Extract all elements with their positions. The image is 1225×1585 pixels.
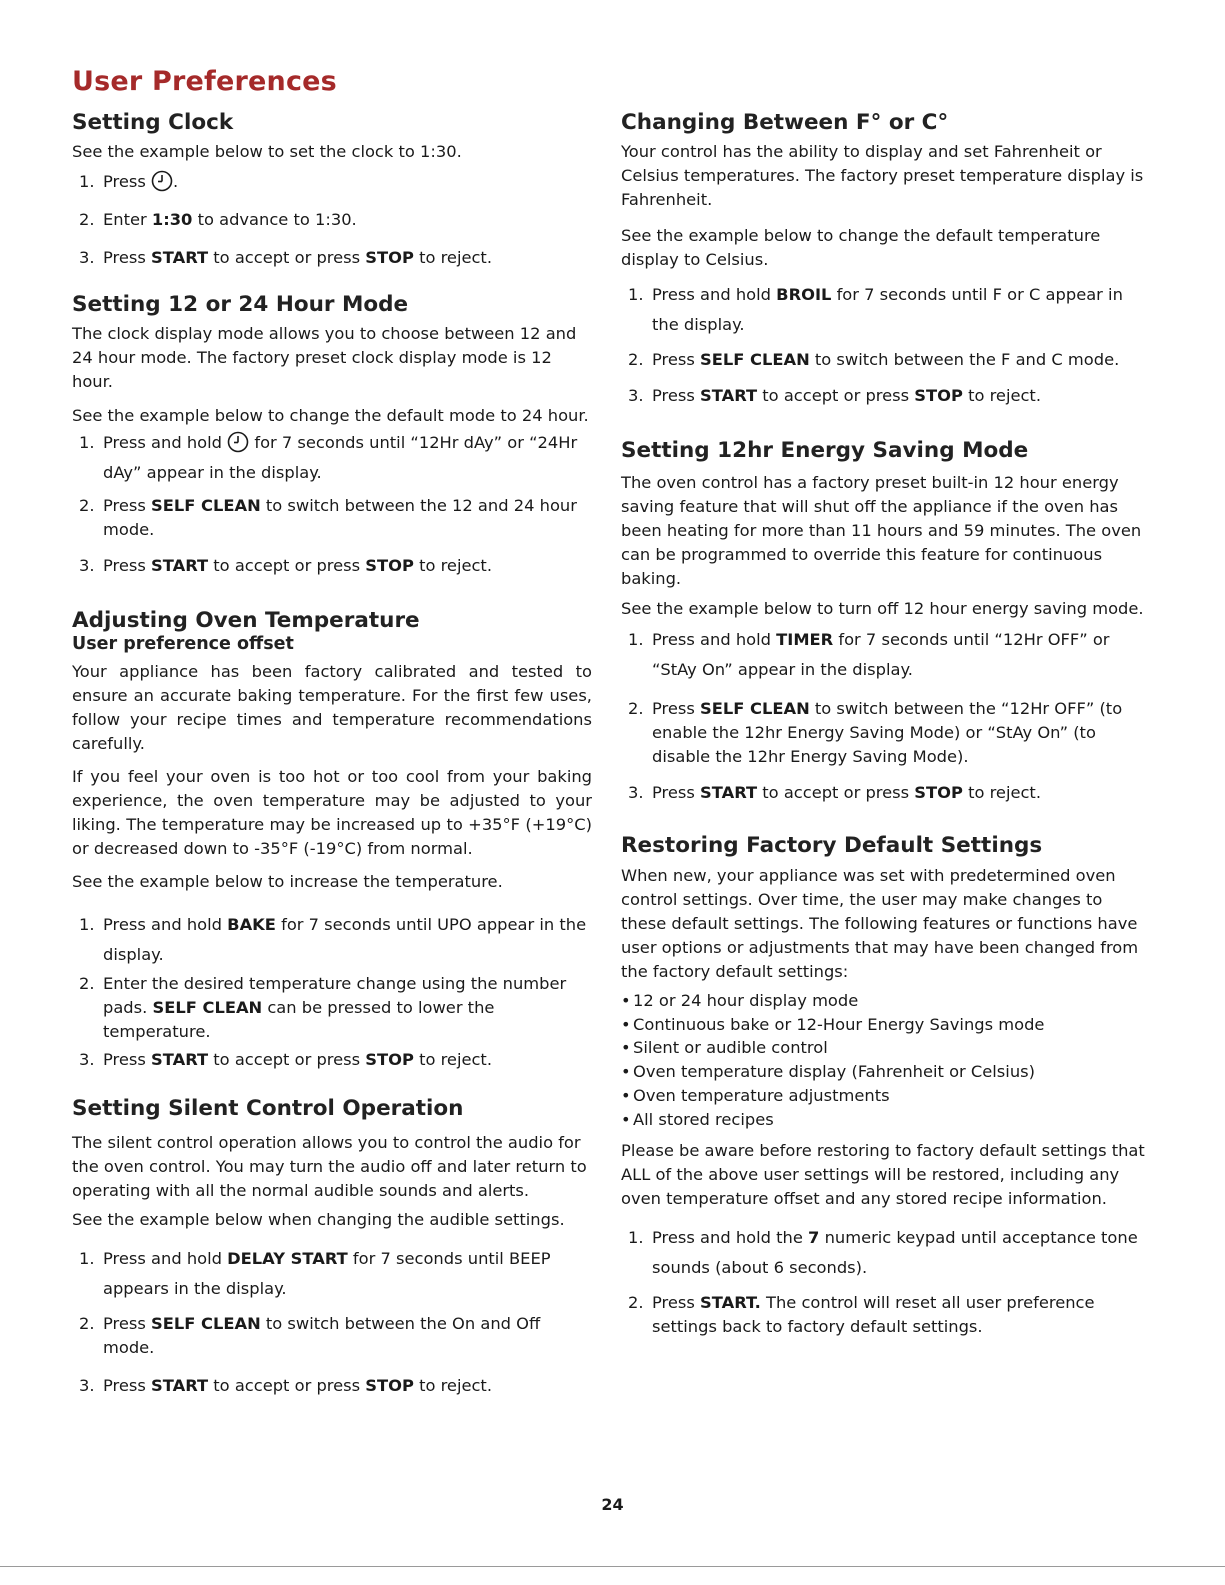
list-item: • All stored recipes	[621, 1109, 774, 1129]
step-key: 7	[808, 1228, 820, 1248]
step-text: Press	[103, 1314, 152, 1333]
clock-icon	[227, 431, 249, 453]
step-text: to advance to 1:30.	[192, 210, 357, 229]
step-number: 3.	[628, 783, 644, 802]
step-text: to switch between the On and Off mode.	[103, 1314, 541, 1357]
step-text: Press	[103, 496, 152, 515]
section-paragraph: Your control has the ability to display and set Fahrenheit or Celsius temperatures. The factory preset temperature display is Fahrenheit.	[621, 142, 1144, 209]
step-text: to reject.	[413, 1050, 492, 1069]
steps-list	[72, 1244, 592, 1398]
list-item-text: Oven temperature display (Fahrenheit or Celsius)	[633, 1062, 1035, 1082]
step-text: Press and hold	[652, 630, 777, 649]
step-key: SELF CLEAN	[152, 998, 263, 1017]
section-hour-mode	[72, 292, 592, 578]
section-paragraph: See the example below to increase the temperature.	[72, 872, 503, 891]
section-heading: Restoring Factory Default Settings	[621, 833, 1043, 858]
step-text: Press and hold the	[652, 1228, 809, 1248]
section-paragraph: When new, your appliance was set with predetermined oven control settings. Over time, the user may make changes to these default settings. The following features or functions have user options or adjustments that may have been changed from the factory default settings:	[621, 866, 1139, 981]
list-item-text: All stored recipes	[633, 1109, 774, 1129]
section-paragraph: The silent control operation allows you to control the audio for the oven control. You may turn the audio off and later return to operating with all the normal audible sounds and alerts.	[72, 1133, 587, 1200]
step-item	[72, 554, 592, 578]
step-key: STOP	[914, 783, 963, 802]
step-text: to switch between the 12 and 24 hour mode.	[103, 496, 577, 539]
step-item	[621, 781, 1146, 805]
section-heading: Setting Silent Control Operation	[72, 1096, 464, 1121]
step-item	[72, 208, 592, 232]
bottom-divider	[0, 1566, 1225, 1567]
step-item	[621, 1223, 1146, 1283]
step-text: Press	[103, 1050, 152, 1069]
section-restore-defaults	[621, 833, 1146, 1339]
section-fahrenheit-celsius	[621, 110, 1146, 408]
step-text: for 7 seconds until “12Hr dAy” or “24Hr dAy” appear in the display.	[103, 433, 578, 482]
step-text: Enter the desired temperature change using the number pads.	[103, 974, 567, 1017]
section-paragraph: If you feel your oven is too hot or too cool from your baking experience, the oven temperature may be adjusted to your liking. The temperature may be increased up to +35°F (+19°C) or decreased down to -35°F (-19°C) from normal.	[72, 767, 592, 858]
step-number: 1.	[628, 1228, 644, 1248]
steps-list	[621, 1223, 1146, 1339]
step-number: 2.	[628, 350, 644, 369]
section-oven-temperature	[72, 608, 592, 1072]
list-item: • Oven temperature display (Fahrenheit or Celsius)	[621, 1062, 1035, 1082]
list-item-text: Continuous bake or 12-Hour Energy Savings mode	[633, 1014, 1045, 1034]
step-key: BAKE	[227, 915, 276, 934]
step-item	[621, 697, 1146, 769]
step-key: SELF CLEAN	[151, 1314, 261, 1333]
step-key: STOP	[914, 386, 963, 405]
step-text: to accept or press	[208, 556, 366, 575]
step-item	[72, 494, 592, 542]
steps-list	[72, 170, 592, 270]
list-item: • Continuous bake or 12-Hour Energy Savings mode	[621, 1014, 1045, 1034]
step-text: Press	[103, 1376, 152, 1395]
step-key: TIMER	[776, 630, 834, 649]
step-text: to accept or press	[208, 1050, 366, 1069]
steps-list	[72, 910, 592, 1072]
section-paragraph: Your appliance has been factory calibrated and tested to ensure an accurate baking temperature. For the first few uses, follow your recipe times and temperature recommendations carefully.	[72, 662, 592, 753]
step-text: Press	[652, 386, 701, 405]
step-text: to reject.	[413, 556, 492, 575]
step-text: to accept or press	[757, 783, 915, 802]
section-paragraph: The clock display mode allows you to choose between 12 and 24 hour mode. The factory preset clock display mode is 12 hour.	[72, 324, 577, 391]
step-text: can be pressed to lower the temperature.	[103, 998, 495, 1041]
step-item	[621, 348, 1146, 372]
step-text: The control will reset all user preference settings back to factory default settings.	[652, 1293, 1095, 1337]
section-heading: Setting Clock	[72, 110, 234, 135]
step-text: Press	[652, 1293, 701, 1313]
step-number: 3.	[79, 1376, 95, 1395]
step-text: Press	[652, 783, 701, 802]
clock-icon	[151, 170, 173, 192]
page-title: User Preferences	[72, 66, 337, 97]
step-text: for 7 seconds until BEEP appears in the display.	[103, 1249, 551, 1298]
step-number: 1.	[79, 1249, 95, 1268]
step-item	[621, 1291, 1146, 1339]
section-energy-saving	[621, 438, 1146, 805]
step-number: 1.	[628, 630, 644, 649]
step-number: 3.	[79, 1050, 95, 1069]
step-item	[621, 625, 1146, 685]
step-item	[72, 1048, 592, 1072]
step-key: STOP	[365, 248, 414, 267]
step-key: SELF CLEAN	[700, 699, 810, 718]
section-silent-control	[72, 1096, 592, 1398]
section-paragraph: See the example below to change the default mode to 24 hour.	[72, 406, 589, 425]
step-number: 2.	[79, 210, 95, 229]
step-text: for 7 seconds until UPO appear in the display.	[103, 915, 587, 964]
section-heading: Changing Between F° or C°	[621, 110, 949, 135]
step-number: 1.	[628, 285, 644, 304]
list-item-text: Oven temperature adjustments	[633, 1085, 890, 1105]
step-item	[72, 170, 592, 194]
step-item	[72, 428, 592, 488]
step-text: Press and hold	[103, 915, 228, 934]
step-key: SELF CLEAN	[151, 496, 261, 515]
step-key: BROIL	[776, 285, 832, 304]
step-key: STOP	[365, 1376, 414, 1395]
section-paragraph: See the example below when changing the audible settings.	[72, 1210, 565, 1229]
step-number: 1.	[79, 172, 95, 191]
step-number: 2.	[79, 974, 95, 993]
list-item: • Oven temperature adjustments	[621, 1085, 890, 1105]
section-paragraph: See the example below to turn off 12 hour energy saving mode.	[621, 599, 1144, 618]
section-intro: See the example below to set the clock to 1:30.	[72, 142, 462, 161]
page-number: 24	[601, 1495, 624, 1514]
step-text: to reject.	[962, 386, 1041, 405]
list-item: • Silent or audible control	[621, 1038, 828, 1058]
step-text: Press and hold	[103, 433, 228, 452]
step-number: 1.	[79, 915, 95, 934]
feature-list	[621, 989, 1146, 1131]
step-text: .	[173, 172, 179, 191]
step-text: to accept or press	[208, 1376, 366, 1395]
list-item: • 12 or 24 hour display mode	[621, 991, 859, 1010]
steps-list	[72, 428, 592, 578]
step-number: 3.	[628, 386, 644, 405]
step-number: 3.	[79, 248, 95, 267]
step-item	[72, 1312, 592, 1360]
step-number: 3.	[79, 556, 95, 575]
step-item	[72, 1374, 592, 1398]
step-item	[72, 972, 592, 1044]
step-key: STOP	[365, 1050, 414, 1069]
step-text: Press and hold	[652, 285, 777, 304]
step-number: 2.	[628, 1293, 644, 1313]
step-key: START	[151, 1050, 209, 1069]
step-key: STOP	[365, 556, 414, 575]
section-paragraph: The oven control has a factory preset built-in 12 hour energy saving feature that will shut off the appliance if the oven has been heating for more than 11 hours and 59 minutes. The oven can be programmed to override this feature for continuous baking.	[621, 473, 1142, 588]
step-key: START	[151, 248, 209, 267]
step-text: numeric keypad until acceptance tone sounds (about 6 seconds).	[652, 1228, 1138, 1278]
step-text: Enter	[103, 210, 152, 229]
step-text: to reject.	[413, 248, 492, 267]
step-text: to accept or press	[757, 386, 915, 405]
step-key: SELF CLEAN	[700, 350, 810, 369]
step-item	[621, 384, 1146, 408]
step-text: Press	[652, 699, 701, 718]
section-subheading: User preference offset	[72, 634, 294, 654]
step-text: Press	[103, 172, 152, 191]
step-text: for 7 seconds until “12Hr OFF” or “StAy On” appear in the display.	[652, 630, 1110, 679]
steps-list	[621, 625, 1146, 805]
step-text: Press	[103, 556, 152, 575]
section-heading: Setting 12 or 24 Hour Mode	[72, 292, 409, 317]
step-key: START	[151, 1376, 209, 1395]
step-text: Press	[103, 248, 152, 267]
step-item	[72, 1244, 592, 1304]
step-text: Press and hold	[103, 1249, 228, 1268]
step-text: Press	[652, 350, 701, 369]
step-text: for 7 seconds until F or C appear in the display.	[652, 285, 1123, 334]
section-setting-clock	[72, 110, 592, 270]
step-key: DELAY START	[227, 1249, 348, 1268]
step-number: 2.	[628, 699, 644, 718]
steps-list	[621, 280, 1146, 408]
step-text: to reject.	[413, 1376, 492, 1395]
section-paragraph: See the example below to change the default temperature display to Celsius.	[621, 226, 1101, 269]
step-text: to switch between the F and C mode.	[809, 350, 1120, 369]
step-number: 1.	[79, 433, 95, 452]
step-key: START.	[700, 1293, 761, 1313]
step-text: to reject.	[962, 783, 1041, 802]
step-key: 1:30	[151, 210, 193, 229]
left-column	[72, 110, 592, 1398]
step-item	[72, 910, 592, 970]
step-text: to switch between the “12Hr OFF” (to enable the 12hr Energy Saving Mode) or “StAy On” (to disable the 12hr Energy Saving Mode).	[652, 699, 1123, 766]
step-key: START	[700, 783, 758, 802]
list-item-text: 12 or 24 hour display mode	[633, 991, 859, 1010]
step-item	[72, 246, 592, 270]
step-item	[621, 280, 1146, 340]
section-paragraph: Please be aware before restoring to factory default settings that ALL of the above user settings will be restored, including any oven temperature offset and any stored recipe information.	[621, 1141, 1145, 1209]
section-heading: Setting 12hr Energy Saving Mode	[621, 438, 1029, 463]
step-text: to accept or press	[208, 248, 366, 267]
step-key: START	[700, 386, 758, 405]
right-column	[621, 110, 1146, 1339]
step-number: 2.	[79, 496, 95, 515]
step-key: START	[151, 556, 209, 575]
list-item-text: Silent or audible control	[633, 1038, 828, 1058]
section-heading: Adjusting Oven Temperature	[72, 608, 420, 633]
step-number: 2.	[79, 1314, 95, 1333]
